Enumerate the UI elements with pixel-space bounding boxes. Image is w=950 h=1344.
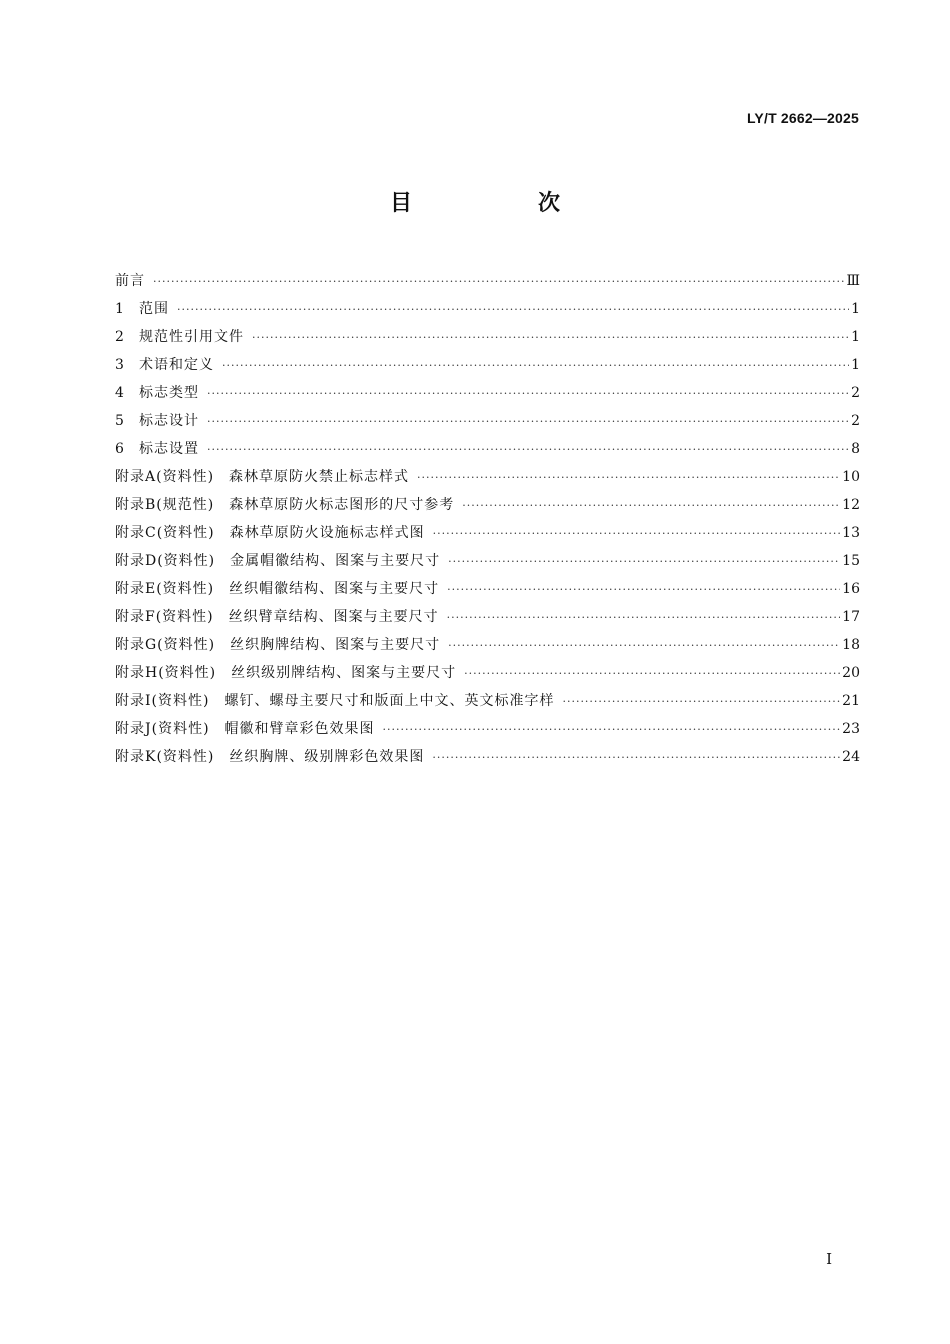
toc-entry-6[interactable]: [115, 435, 860, 463]
toc-entry-5[interactable]: [115, 407, 860, 435]
toc-entry-number: 3: [115, 357, 124, 373]
standard-code: LY/T 2662—2025: [746, 110, 859, 126]
toc-entry-page: 2: [851, 413, 860, 429]
toc-entry-appendix-i[interactable]: [115, 687, 860, 715]
toc-entry-page: 20: [842, 665, 860, 681]
toc-entry-label: 附录I(资料性) 螺钉、螺母主要尺寸和版面上中文、英文标准字样: [115, 693, 555, 709]
toc-entry-label: 术语和定义: [139, 357, 214, 373]
toc-entry-page: 18: [842, 637, 860, 653]
toc-entry-page: 21: [842, 693, 860, 709]
toc-entry-label: 标志设计: [139, 413, 199, 429]
toc-leader-dots: [383, 716, 841, 744]
toc-title: 目 次: [389, 191, 612, 216]
page-number: I: [826, 1250, 832, 1268]
toc-leader-dots: [252, 324, 849, 352]
toc-entry-label: 附录A(资料性) 森林草原防火禁止标志样式: [115, 469, 410, 485]
toc-leader-dots: [562, 688, 840, 716]
toc-entry-appendix-e[interactable]: [115, 575, 860, 603]
toc-entry-page: 10: [842, 469, 860, 485]
toc-entry-4[interactable]: [115, 379, 860, 407]
toc-leader-dots: [207, 408, 849, 436]
toc-entry-label: 附录J(资料性) 帽徽和臂章彩色效果图: [115, 721, 375, 737]
toc-entry-appendix-f[interactable]: [115, 603, 860, 631]
toc-entry-appendix-j[interactable]: [115, 715, 860, 743]
toc-leader-dots: [207, 436, 849, 464]
toc-entry-page: 1: [851, 357, 860, 373]
toc-leader-dots: [222, 352, 849, 380]
toc-entry-appendix-g[interactable]: [115, 631, 860, 659]
toc-entry-page: 23: [842, 721, 860, 737]
toc-entry-page: 15: [842, 553, 860, 569]
toc-entry-number: 4: [115, 385, 124, 401]
toc-leader-dots: [433, 520, 841, 548]
toc-entry-label: 标志类型: [139, 385, 199, 401]
toc-entry-label: 附录E(资料性) 丝织帽徽结构、图案与主要尺寸: [115, 581, 440, 597]
toc-entry-page: 17: [842, 609, 860, 625]
toc-entry-label: 附录C(资料性) 森林草原防火设施标志样式图: [115, 525, 425, 541]
toc-entry-label: 标志设置: [139, 441, 199, 457]
toc-entry-appendix-c[interactable]: [115, 519, 860, 547]
toc-entry-label: 附录D(资料性) 金属帽徽结构、图案与主要尺寸: [115, 553, 441, 569]
toc-entry-label: 范围: [139, 301, 169, 317]
toc-entry-1[interactable]: [115, 295, 860, 323]
toc-leader-dots: [464, 660, 840, 688]
toc-entry-appendix-b[interactable]: [115, 491, 860, 519]
toc-entry-label: 附录G(资料性) 丝织胸牌结构、图案与主要尺寸: [115, 637, 441, 653]
toc-entry-number: 5: [115, 413, 124, 429]
toc-entry-label: 附录B(规范性) 森林草原防火标志图形的尺寸参考: [115, 497, 455, 513]
toc-entry-number: 1: [115, 301, 124, 317]
toc-entry-label: 附录F(资料性) 丝织臂章结构、图案与主要尺寸: [115, 609, 439, 625]
toc-leader-dots: [448, 548, 840, 576]
table-of-contents: [115, 267, 860, 771]
toc-entry-page: 12: [842, 497, 860, 513]
toc-entry-page: 13: [842, 525, 860, 541]
toc-entry-label: 附录H(资料性) 丝织级别牌结构、图案与主要尺寸: [115, 665, 457, 681]
toc-leader-dots: [432, 744, 840, 772]
toc-entry-appendix-a[interactable]: [115, 463, 860, 491]
toc-entry-appendix-d[interactable]: [115, 547, 860, 575]
toc-leader-dots: [447, 576, 840, 604]
toc-entry-appendix-k[interactable]: [115, 743, 860, 771]
toc-leader-dots: [462, 492, 840, 520]
toc-entry-number: 2: [115, 329, 124, 345]
toc-entry-page: Ⅲ: [846, 273, 860, 289]
toc-leader-dots: [448, 632, 840, 660]
toc-entry-page: 8: [851, 441, 860, 457]
toc-leader-dots: [207, 380, 849, 408]
toc-entry-page: 24: [842, 749, 860, 765]
toc-entry-number: 6: [115, 441, 124, 457]
toc-entry-label: 规范性引用文件: [139, 329, 244, 345]
toc-leader-dots: [177, 296, 849, 324]
toc-entry-page: 1: [851, 329, 860, 345]
toc-entry-page: 16: [842, 581, 860, 597]
toc-entry-page: 2: [851, 385, 860, 401]
toc-entry-3[interactable]: [115, 351, 860, 379]
toc-leader-dots: [447, 604, 841, 632]
toc-entry-appendix-h[interactable]: [115, 659, 860, 687]
toc-entry-page: 1: [851, 301, 860, 317]
toc-entry-foreword[interactable]: [115, 267, 860, 295]
toc-entry-label: 前言: [115, 273, 145, 289]
toc-entry-2[interactable]: [115, 323, 860, 351]
toc-entry-label: 附录K(资料性) 丝织胸牌、级别牌彩色效果图: [115, 749, 425, 765]
toc-leader-dots: [417, 464, 840, 492]
toc-leader-dots: [153, 268, 844, 296]
